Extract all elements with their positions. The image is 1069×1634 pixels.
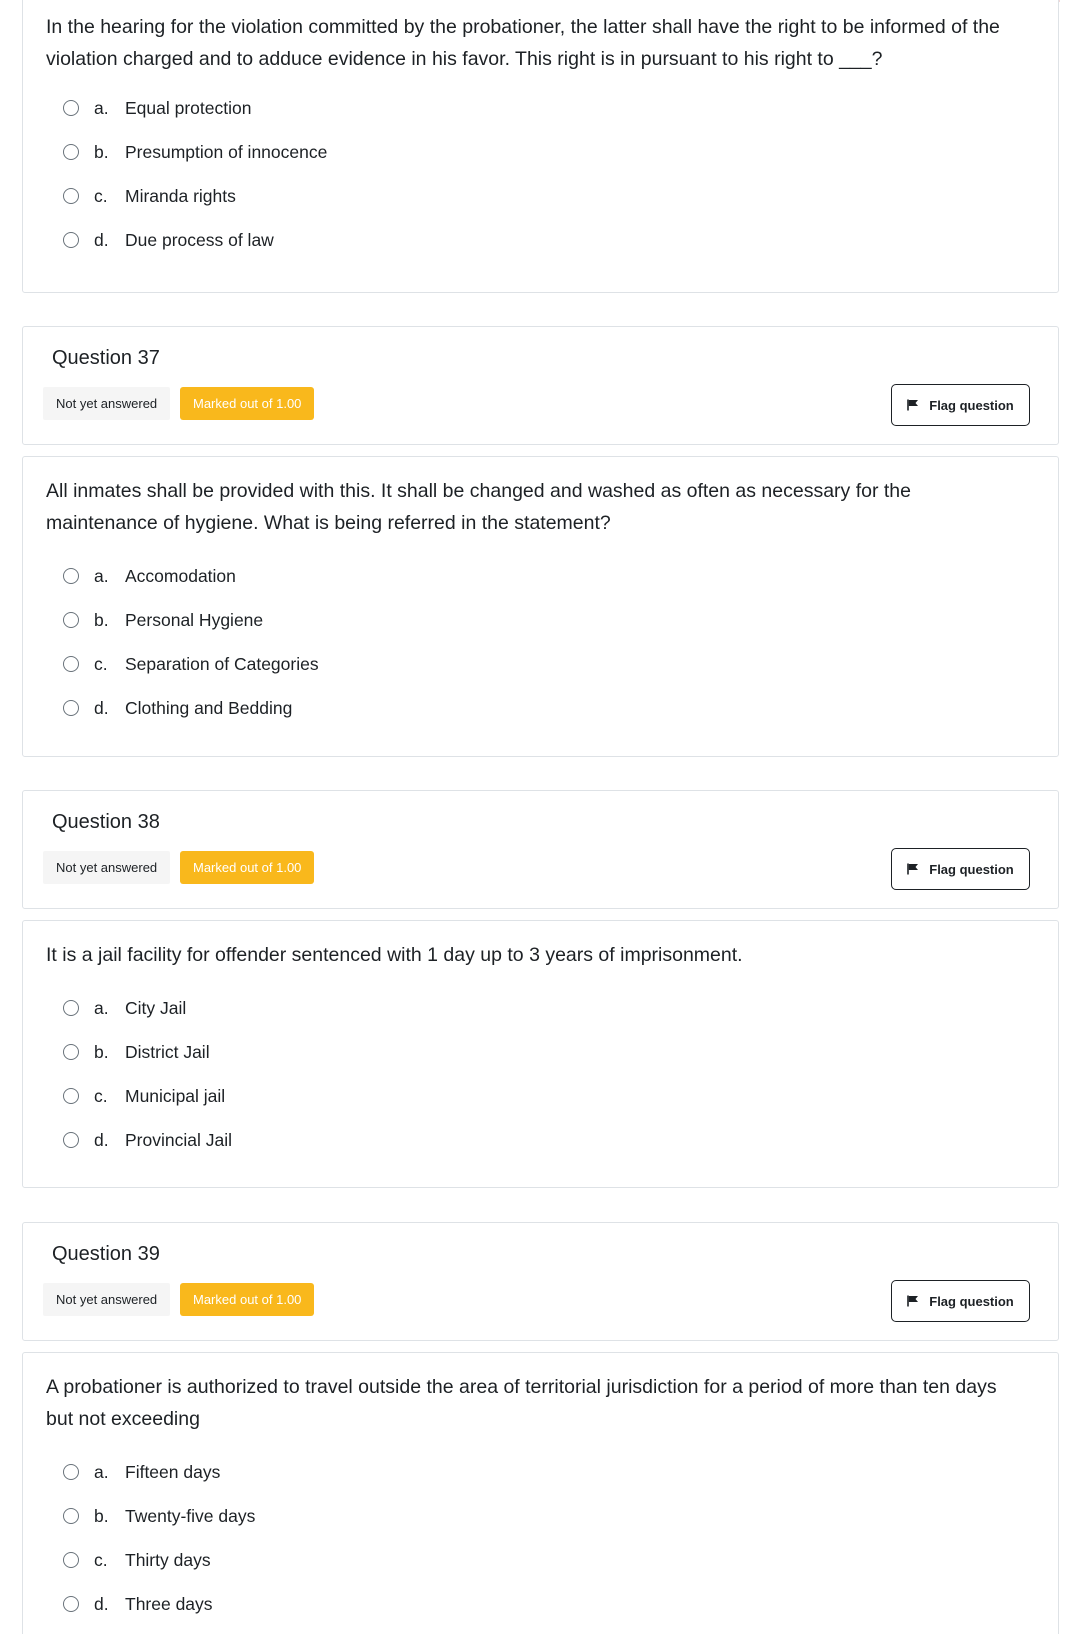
flag-icon [907, 863, 919, 875]
flag-question-label: Flag question [929, 397, 1014, 413]
option-letter: a. [94, 1461, 109, 1482]
option-letter: c. [94, 1085, 108, 1106]
option-label[interactable]: District Jail [125, 1041, 210, 1062]
option-label[interactable]: Clothing and Bedding [125, 697, 293, 718]
question-title: Question 38 [52, 811, 160, 833]
option-label[interactable]: Separation of Categories [125, 653, 319, 674]
option-b[interactable] [63, 1504, 255, 1528]
radio-button[interactable] [63, 144, 79, 160]
option-letter: d. [94, 1593, 109, 1614]
question-title: Question 37 [52, 347, 160, 369]
option-label[interactable]: Miranda rights [125, 185, 236, 206]
radio-button[interactable] [63, 1508, 79, 1524]
radio-button[interactable] [63, 1132, 79, 1148]
radio-button[interactable] [63, 1552, 79, 1568]
option-letter: a. [94, 997, 109, 1018]
radio-button[interactable] [63, 612, 79, 628]
radio-button[interactable] [63, 1000, 79, 1016]
option-d[interactable] [63, 1592, 213, 1616]
flag-question-button[interactable] [891, 384, 1030, 426]
radio-button[interactable] [63, 700, 79, 716]
option-label[interactable]: Presumption of innocence [125, 141, 328, 162]
option-letter: c. [94, 653, 108, 674]
radio-button[interactable] [63, 188, 79, 204]
status-badge: Not yet answered [43, 1283, 170, 1316]
radio-button[interactable] [63, 1088, 79, 1104]
option-label[interactable]: Municipal jail [125, 1085, 226, 1106]
question-text: It is a jail facility for offender sentenced with 1 day up to 3 years of imprisonment. [46, 944, 743, 966]
question-text: In the hearing for the violation committed by the probationer, the latter shall have the right to be informed of the violation charged and to adduce evidence in his favor. This right is in pursuant to his right to ___? [46, 16, 1000, 70]
status-badge: Not yet answered [43, 851, 170, 884]
question-37-body [22, 456, 1059, 757]
question-38-body [22, 920, 1059, 1188]
option-label[interactable]: Fifteen days [125, 1461, 221, 1482]
radio-button[interactable] [63, 568, 79, 584]
radio-button[interactable] [63, 1464, 79, 1480]
flag-icon [907, 399, 919, 411]
option-label[interactable]: Three days [125, 1593, 213, 1614]
option-letter: d. [94, 229, 109, 250]
option-label[interactable]: Thirty days [125, 1549, 211, 1570]
option-c[interactable] [63, 1548, 211, 1572]
option-c[interactable] [63, 184, 236, 208]
option-label[interactable]: Due process of law [125, 229, 274, 250]
radio-button[interactable] [63, 232, 79, 248]
option-letter: b. [94, 141, 109, 162]
option-label[interactable]: Equal protection [125, 97, 252, 118]
option-d[interactable] [63, 696, 292, 720]
option-letter: a. [94, 565, 109, 586]
option-letter: a. [94, 97, 109, 118]
marks-badge: Marked out of 1.00 [180, 1283, 314, 1316]
question-39-body [22, 1352, 1059, 1634]
option-letter: b. [94, 1041, 109, 1062]
question-title: Question 39 [52, 1243, 160, 1265]
option-b[interactable] [63, 608, 263, 632]
option-c[interactable] [63, 652, 319, 676]
flag-question-label: Flag question [929, 861, 1014, 877]
question-39-info [22, 1222, 1059, 1341]
option-c[interactable] [63, 1084, 225, 1108]
option-letter: c. [94, 185, 108, 206]
option-letter: b. [94, 609, 109, 630]
question-37-info [22, 326, 1059, 445]
marks-badge: Marked out of 1.00 [180, 851, 314, 884]
radio-button[interactable] [63, 100, 79, 116]
question-text: A probationer is authorized to travel outside the area of territorial jurisdiction for a period of more than ten days but not exceeding [46, 1376, 997, 1430]
option-label[interactable]: Provincial Jail [125, 1129, 232, 1150]
question-36-body [22, 0, 1059, 293]
marks-badge: Marked out of 1.00 [180, 387, 314, 420]
flag-question-button[interactable] [891, 848, 1030, 890]
flag-question-button[interactable] [891, 1280, 1030, 1322]
option-label[interactable]: City Jail [125, 997, 187, 1018]
option-a[interactable] [63, 1460, 220, 1484]
option-label[interactable]: Accomodation [125, 565, 236, 586]
option-label[interactable]: Twenty-five days [125, 1505, 256, 1526]
option-letter: b. [94, 1505, 109, 1526]
question-text: All inmates shall be provided with this. It shall be changed and washed as often as necessary for the maintenance of hygiene. What is being referred in the statement? [46, 480, 911, 534]
option-d[interactable] [63, 228, 274, 252]
status-badge: Not yet answered [43, 387, 170, 420]
flag-icon [907, 1295, 919, 1307]
option-letter: d. [94, 697, 109, 718]
option-a[interactable] [63, 96, 251, 120]
option-label[interactable]: Personal Hygiene [125, 609, 264, 630]
option-b[interactable] [63, 1040, 210, 1064]
radio-button[interactable] [63, 1044, 79, 1060]
option-letter: d. [94, 1129, 109, 1150]
radio-button[interactable] [63, 656, 79, 672]
option-a[interactable] [63, 996, 186, 1020]
option-d[interactable] [63, 1128, 232, 1152]
option-letter: c. [94, 1549, 108, 1570]
option-b[interactable] [63, 140, 327, 164]
flag-question-label: Flag question [929, 1293, 1014, 1309]
question-38-info [22, 790, 1059, 909]
radio-button[interactable] [63, 1596, 79, 1612]
option-a[interactable] [63, 564, 236, 588]
